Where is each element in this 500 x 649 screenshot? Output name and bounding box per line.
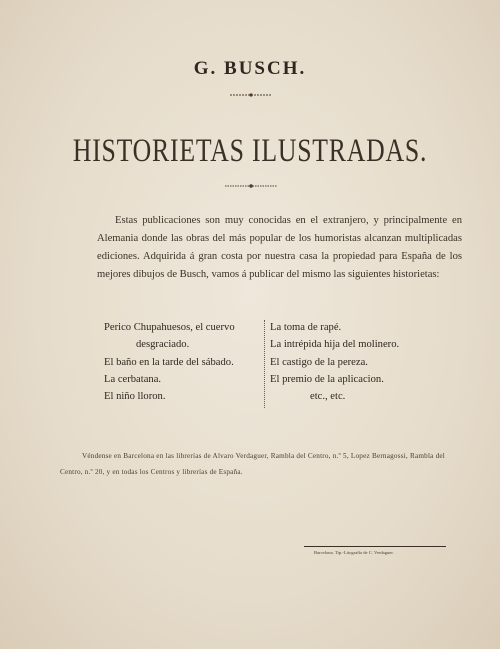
story-title: El premio de la aplicacion. bbox=[270, 373, 384, 385]
page-title: HISTORIETAS ILUSTRADAS. bbox=[72, 133, 428, 169]
story-title: El baño en la tarde del sábado. bbox=[104, 356, 234, 368]
stories-left-column bbox=[104, 319, 264, 405]
story-title-continuation: desgraciado. bbox=[136, 339, 190, 351]
ornament-rule-middle bbox=[225, 183, 277, 189]
story-title: La cerbatana. bbox=[104, 373, 162, 385]
stories-right-column bbox=[270, 319, 450, 405]
author-name: G. BUSCH. bbox=[193, 58, 307, 79]
story-title: La toma de rapé. bbox=[270, 322, 342, 333]
intro-paragraph: Estas publicaciones son muy conocidas en el extranjero, y principalmente en Alemania donde las obras del más popular de los humoristas alcanzan multiplicadas ediciones. Adquirida á gran costa por nuestra casa la propiedad para España de los mejores dibujos de Busch, vamos á publicar del mismo las siguientes historietas: bbox=[97, 215, 462, 280]
column-divider bbox=[264, 320, 265, 408]
sale-notice: Véndense en Barcelona en las librerías de Alvaro Verdaguer, Rambla del Centro, n.º 5, Lopez Bernagossi, Rambla del Centro, n.º 20, y en todas los Centros y librerías de España. bbox=[60, 452, 445, 476]
printer-imprint: Barcelona. Tip.-Litografía de C. Verdaguer. bbox=[314, 550, 394, 555]
printer-rule bbox=[304, 546, 446, 547]
story-title: Perico Chupahuesos, el cuervo bbox=[104, 322, 235, 333]
story-etc: etc., etc. bbox=[310, 391, 346, 403]
ornament-rule-top bbox=[230, 92, 272, 98]
story-title: El castigo de la pereza. bbox=[270, 356, 368, 368]
story-title: El niño lloron. bbox=[104, 391, 166, 403]
story-title: La intrépida hija del molinero. bbox=[270, 339, 400, 351]
